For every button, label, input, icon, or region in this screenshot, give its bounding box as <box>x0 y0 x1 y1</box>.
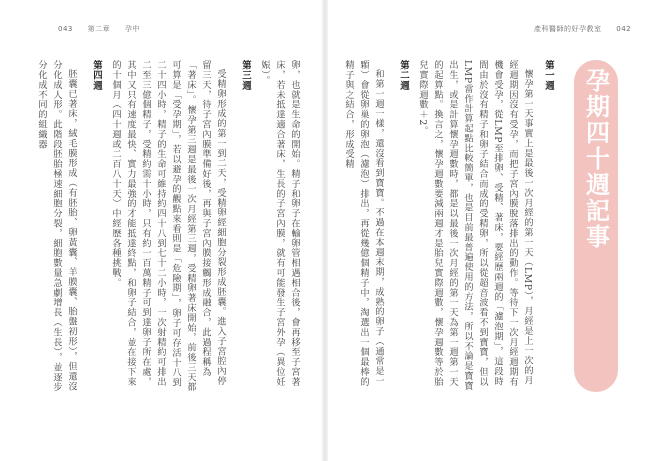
week1-heading: 第一週 <box>543 60 554 92</box>
right-page-text <box>343 60 560 395</box>
week3-heading: 第三週 <box>240 60 251 92</box>
section-label: 孕中 <box>124 25 140 33</box>
week2-continued-paragraph: 卵，也就是生命的開始。精子和卵子在輸卵管相遇相合後，會再移至子宮著床，若未抵達適合著床，生長的子宮內膜，就有可能發生子宮外孕（異位妊娠）。 <box>259 60 300 387</box>
chapter-title-badge <box>574 60 618 392</box>
week2-heading: 第二週 <box>398 60 409 92</box>
chapter-title: 孕期四十週記事 <box>581 68 610 250</box>
right-page-header <box>522 24 631 34</box>
week1-paragraph: 懷孕第一天事實上是最後一次月經的第一天（LMP），月經是上一次的月經週期因沒有受孕，而把子宮內膜脫落排出的動作。等待下一次月經週期有機會受孕，從LMP至排卵、受精、著床，要經歷兩週的「濾泡期」，這段時間由於沒有精子和卵子結合而成的受精卵，所以從超音波看不到寶寶，但以LMP當作計算起點比較簡單，也是目前最普遍使用的方法，所以不論是寶寶出生，或是計算懷孕週數時，都是以最後一次月經的第一天為第一週第一天的起算點。換言之，懷孕週數要減兩週才是胎兒實際週數，懷孕週數等於胎兒實際週數＋2。 <box>417 60 533 391</box>
book-title: 產科醫師的好孕教室 <box>534 25 602 33</box>
left-page-number: 043 <box>58 25 73 33</box>
week3-paragraph: 受精卵形成的第一到二天，受精卵經細胞分裂形成胚囊。進入子宮腔內停留三天，待子宮內膜準備好後，再與子宮內膜接觸形成融合，此過程稱為「著床」。懷孕第三週是最後一次月經第三週，受精卵著床開始，前後三天都可算是「受孕期」，若以避孕的觀點來看則是「危險期」，卵子可存活十八到二十四小時，精子的生命可維持約四十八到七十二小時，一次射精約可排出二至三億個精子，受精約需十小時，只有約一百萬精子可到達卵子所在處，其中又只有速度最快、實力最強的才能抵達終點，和卵子結合，並在接下來的十個月（四十週或二百八十天）中經歷各種挑戰。 <box>110 60 226 392</box>
week2-paragraph: 和第一週一樣，還沒看到寶寶。不過在本週末期，成熟的卵子（通常是一顆）會從卵巢的卵泡（濾泡）排出，再從幾億個精子中，淘選出一個最棒的精子與之結合，形成受精 <box>343 60 384 387</box>
chapter-label: 第二章 <box>87 25 111 33</box>
week4-paragraph: 胚囊已著床，絨毛膜形成（有胚胎、卵黃囊、羊膜囊、胎盤初形），但還沒分化成人形。此階段胚胎極速細胞分裂，細胞數量急劇增長（生長），並逐步分化成不同的組織器 <box>36 60 77 392</box>
week4-heading: 第四週 <box>91 60 102 92</box>
book-gutter <box>322 0 328 461</box>
right-page-number: 042 <box>616 25 632 33</box>
left-page-text <box>32 60 302 395</box>
left-page-header <box>58 24 152 34</box>
